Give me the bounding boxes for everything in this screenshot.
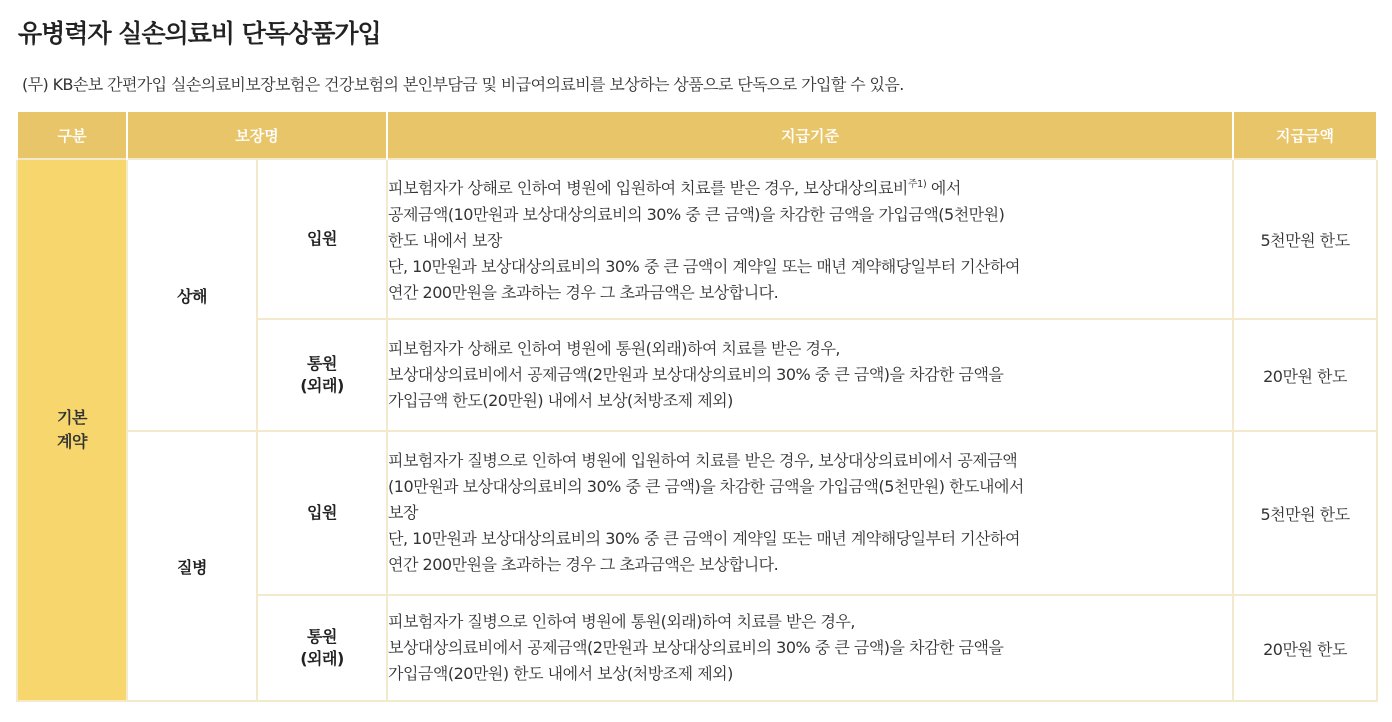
criteria-line: 공제금액(10만원과 보상대상의료비의 30% 중 큰 금액)을 차감한 금액을 가입금액(5천만원) bbox=[388, 204, 1005, 224]
kind-label-line: 기본 bbox=[57, 408, 87, 427]
criteria-line bbox=[388, 172, 1232, 201]
sub-inpatient bbox=[257, 431, 387, 595]
header-amount: 지급금액 bbox=[1233, 112, 1377, 159]
header-coverage-name: 보장명 bbox=[127, 112, 387, 159]
criteria-line: 보상대상의료비에서 공제금액(2만원과 보상대상의료비의 30% 중 큰 금액)을 차감한 금액을 bbox=[388, 638, 1004, 657]
criteria-line: 연간 200만원을 초과하는 경우 그 초과금액은 보상합니다. bbox=[388, 555, 779, 574]
coverage-table bbox=[16, 112, 1378, 702]
criteria-line: 가입금액(20만원) 한도 내에서 보상(처방조제 제외) bbox=[388, 664, 733, 683]
sub-label: 입원 bbox=[307, 503, 337, 522]
criteria-line: 가입금액 한도(20만원) 내에서 보상(처방조제 제외) bbox=[388, 391, 733, 410]
sub-label: 통원 bbox=[307, 627, 337, 646]
sub-outpatient bbox=[257, 595, 387, 701]
criteria-cell bbox=[387, 431, 1233, 595]
criteria-line: 단, 10만원과 보상대상의료비의 30% 중 큰 금액이 계약일 또는 매년 계약해당일부터 기산하여 bbox=[388, 256, 1020, 276]
table-header-row bbox=[17, 112, 1377, 159]
criteria-text: 피보험자가 상해로 인하여 병원에 입원하여 치료를 받은 경우, 보상대상의료비 bbox=[388, 178, 908, 198]
group-injury: 상해 bbox=[127, 159, 257, 431]
kind-label-line: 계약 bbox=[57, 432, 87, 451]
sub-inpatient bbox=[257, 159, 387, 319]
criteria-line: (10만원과 보상대상의료비의 30% 중 큰 금액)을 차감한 금액을 가입금액(5천만원) 한도내에서 bbox=[388, 477, 1024, 496]
criteria-line: 보장 bbox=[388, 503, 418, 522]
criteria-text: 에서 bbox=[926, 178, 961, 198]
header-kind: 구분 bbox=[17, 112, 127, 159]
page-title: 유병력자 실손의료비 단독상품가입 bbox=[18, 19, 381, 48]
criteria-line: 보상대상의료비에서 공제금액(2만원과 보상대상의료비의 30% 중 큰 금액)을 차감한 금액을 bbox=[388, 365, 1004, 384]
sub-label: 입원 bbox=[307, 229, 337, 248]
group-disease: 질병 bbox=[127, 431, 257, 701]
sub-label: (외래) bbox=[300, 649, 344, 668]
page-description: (무) KB손보 간편가입 실손의료비보장보험은 건강보험의 본인부담금 및 비급여의료비를 보상하는 상품으로 단독으로 가입할 수 있음. bbox=[22, 75, 904, 94]
criteria-line: 피보험자가 질병으로 인하여 병원에 입원하여 치료를 받은 경우, 보상대상의료비에서 공제금액 bbox=[388, 451, 1018, 470]
criteria-line: 연간 200만원을 초과하는 경우 그 초과금액은 보상합니다. bbox=[388, 282, 779, 302]
criteria-line: 피보험자가 상해로 인하여 병원에 통원(외래)하여 치료를 받은 경우, bbox=[388, 339, 841, 358]
footnote-mark: 주1) bbox=[907, 179, 927, 191]
criteria-line: 피보험자가 질병으로 인하여 병원에 통원(외래)하여 치료를 받은 경우, bbox=[388, 612, 855, 631]
table-row bbox=[17, 159, 1377, 319]
criteria-cell bbox=[387, 319, 1233, 431]
criteria-cell bbox=[387, 595, 1233, 701]
sub-outpatient bbox=[257, 319, 387, 431]
kind-cell bbox=[17, 159, 127, 701]
criteria-cell bbox=[387, 159, 1233, 319]
table-row bbox=[17, 431, 1377, 595]
criteria-line: 단, 10만원과 보상대상의료비의 30% 중 큰 금액이 계약일 또는 매년 계약해당일부터 기산하여 bbox=[388, 529, 1020, 548]
amount-cell: 5천만원 한도 bbox=[1233, 431, 1377, 595]
sub-label: (외래) bbox=[300, 376, 344, 395]
amount-cell: 20만원 한도 bbox=[1233, 319, 1377, 431]
criteria-line: 한도 내에서 보장 bbox=[388, 230, 502, 250]
amount-cell: 20만원 한도 bbox=[1233, 595, 1377, 701]
amount-cell: 5천만원 한도 bbox=[1233, 159, 1377, 319]
header-criteria: 지급기준 bbox=[387, 112, 1233, 159]
sub-label: 통원 bbox=[307, 354, 337, 373]
